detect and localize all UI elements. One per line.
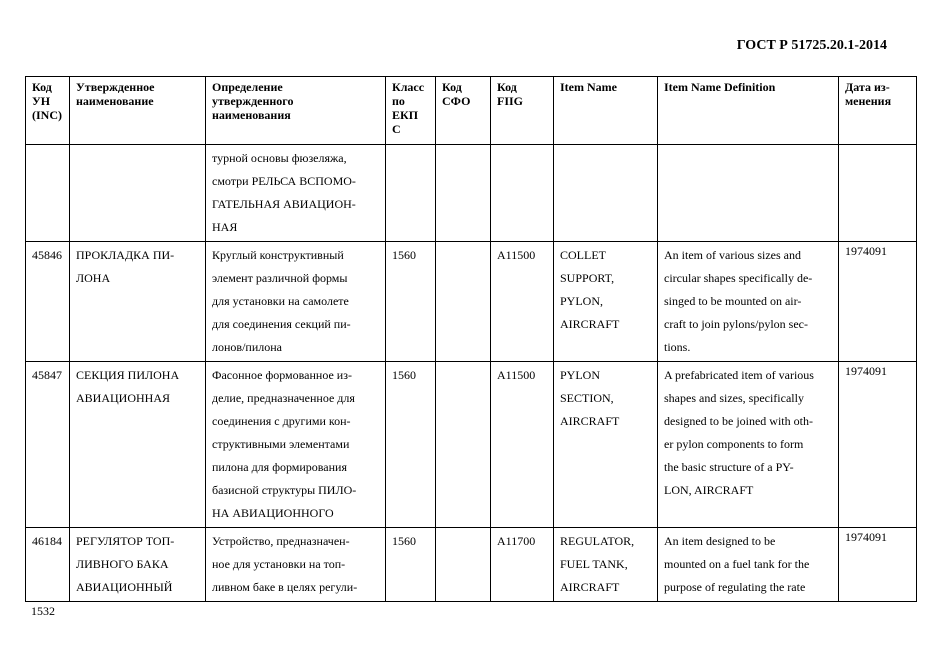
cell-line: PYLON, — [560, 294, 604, 308]
header-line: FIIG — [497, 94, 524, 108]
cell-line: НА АВИАЦИОННОГО — [212, 506, 334, 520]
header-line: С — [392, 122, 401, 136]
header-line: наименование — [76, 94, 154, 108]
col-name-cell — [70, 528, 206, 602]
col-definition-cell — [206, 362, 386, 528]
cell-line: SECTION, — [560, 391, 614, 405]
cell-line: делие, предназначенное для — [212, 391, 355, 405]
col-item-name-cell — [554, 362, 658, 528]
cell-line: FUEL TANK, — [560, 557, 628, 571]
cell-line: PYLON — [560, 368, 601, 382]
col-item-name-cell — [554, 528, 658, 602]
cell-line: для соединения секций пи- — [212, 317, 351, 331]
cell-line: Круглый конструктивный — [212, 248, 344, 262]
col-item-name-cell — [554, 145, 658, 242]
col-sfo-cell — [436, 145, 491, 242]
cell-line: designed to be joined with oth- — [664, 414, 813, 428]
col-name-header — [70, 77, 206, 145]
header-line: по — [392, 94, 405, 108]
header-line: Дата из- — [845, 80, 890, 94]
header-line: менения — [845, 94, 892, 108]
col-fiig-header — [491, 77, 554, 145]
table-row — [26, 242, 917, 362]
cell-line: структивными элементами — [212, 437, 350, 451]
cell-line: ПРОКЛАДКА ПИ- — [76, 248, 175, 262]
col-date-cell: 1974091 — [839, 362, 917, 528]
cell-line: турной основы фюзеляжа, — [212, 151, 347, 165]
header-line: Item Name Definition — [664, 80, 776, 94]
col-date-cell: 1974091 — [839, 242, 917, 362]
cell-line: для установки на самолете — [212, 294, 349, 308]
col-item-def-cell — [658, 145, 839, 242]
col-fiig-cell — [491, 145, 554, 242]
cell-line: tions. — [664, 340, 691, 354]
cell-line: shapes and sizes, specifically — [664, 391, 804, 405]
header-line: СФО — [442, 94, 471, 108]
header-line: Код — [442, 80, 462, 94]
cell-line: соединения с другими кон- — [212, 414, 351, 428]
col-name-cell — [70, 242, 206, 362]
col-item-def-cell — [658, 242, 839, 362]
col-inc-header — [26, 77, 70, 145]
col-fiig-cell: A11500 — [491, 362, 554, 528]
cell-line: ливном баке в целях регули- — [212, 580, 358, 594]
col-definition-cell — [206, 242, 386, 362]
cell-line: the basic structure of a PY- — [664, 460, 794, 474]
col-item-def-cell — [658, 528, 839, 602]
col-sfo-cell — [436, 242, 491, 362]
cell-line: REGULATOR, — [560, 534, 635, 548]
col-definition-cell — [206, 145, 386, 242]
cell-line: Устройство, предназначен- — [212, 534, 350, 548]
table-body — [26, 145, 917, 602]
col-item-def-cell — [658, 362, 839, 528]
cell-line: singed to be mounted on air- — [664, 294, 802, 308]
page-number: 1532 — [31, 604, 55, 618]
doc-code: ГОСТ Р 51725.20.1-2014 — [736, 38, 887, 53]
col-inc-cell: 45846 — [26, 242, 70, 362]
cell-line: ЛОНА — [76, 271, 111, 285]
cell-line: purpose of regulating the rate — [664, 580, 806, 594]
col-sfo-cell — [436, 528, 491, 602]
col-item-name-cell — [554, 242, 658, 362]
cell-line: LON, AIRCRAFT — [664, 483, 754, 497]
cell-line: РЕГУЛЯТОР ТОП- — [76, 534, 175, 548]
col-class-cell: 1560 — [386, 242, 436, 362]
header-line: Определение — [212, 80, 283, 94]
col-date-header — [839, 77, 917, 145]
header-line: Item Name — [560, 80, 617, 94]
cell-line: An item of various sizes and — [664, 248, 801, 262]
cell-line: ЛИВНОГО БАКА — [76, 557, 169, 571]
col-inc-cell: 45847 — [26, 362, 70, 528]
header-line: Код — [497, 80, 517, 94]
col-class-cell: 1560 — [386, 528, 436, 602]
cell-line: circular shapes specifically de- — [664, 271, 813, 285]
col-fiig-cell: A11500 — [491, 242, 554, 362]
header-line: наименования — [212, 108, 291, 122]
table-row — [26, 145, 917, 242]
header-line: Утвержденное — [76, 80, 155, 94]
col-date-cell: 1974091 — [839, 528, 917, 602]
cell-line: SUPPORT, — [560, 271, 615, 285]
cell-line: ГАТЕЛЬНАЯ АВИАЦИОН- — [212, 197, 356, 211]
cell-line: COLLET — [560, 248, 606, 262]
col-date-cell — [839, 145, 917, 242]
cell-line: АВИАЦИОННЫЙ — [76, 580, 173, 594]
col-definition-cell — [206, 528, 386, 602]
cell-line: AIRCRAFT — [560, 580, 620, 594]
col-sfo-header — [436, 77, 491, 145]
cell-line: Фасонное формованное из- — [212, 368, 352, 382]
col-item-name-header — [554, 77, 658, 145]
cell-line: A prefabricated item of various — [664, 368, 814, 382]
header-line: (INC) — [32, 108, 62, 122]
col-fiig-cell: A11700 — [491, 528, 554, 602]
table-header-row — [26, 77, 917, 145]
cell-line: An item designed to be — [664, 534, 776, 548]
cell-line: АВИАЦИОННАЯ — [76, 391, 171, 405]
header-line: Код — [32, 80, 52, 94]
col-item-def-header — [658, 77, 839, 145]
cell-line: лонов/пилона — [212, 340, 282, 354]
cell-line: базисной структуры ПИЛО- — [212, 483, 357, 497]
cell-line: AIRCRAFT — [560, 317, 620, 331]
col-inc-cell — [26, 145, 70, 242]
cell-line: AIRCRAFT — [560, 414, 620, 428]
cell-line: НАЯ — [212, 220, 238, 234]
header-line: УН — [32, 94, 51, 108]
col-class-cell — [386, 145, 436, 242]
table-row — [26, 528, 917, 602]
cell-line: СЕКЦИЯ ПИЛОНА — [76, 368, 180, 382]
col-inc-cell: 46184 — [26, 528, 70, 602]
cell-line: ное для установки на топ- — [212, 557, 346, 571]
cell-line: mounted on a fuel tank for the — [664, 557, 810, 571]
cell-line: er pylon components to form — [664, 437, 804, 451]
col-name-cell — [70, 145, 206, 242]
cell-line: пилона для формирования — [212, 460, 347, 474]
register-table — [25, 76, 917, 602]
col-definition-header — [206, 77, 386, 145]
header-line: утвержденного — [212, 94, 294, 108]
col-class-header — [386, 77, 436, 145]
cell-line: смотри РЕЛЬСА ВСПОМО- — [212, 174, 356, 188]
cell-line: craft to join pylons/pylon sec- — [664, 317, 808, 331]
header-line: Класс — [392, 80, 425, 94]
table-row — [26, 362, 917, 528]
header-line: ЕКП — [392, 108, 419, 122]
col-class-cell: 1560 — [386, 362, 436, 528]
col-name-cell — [70, 362, 206, 528]
col-sfo-cell — [436, 362, 491, 528]
cell-line: элемент различной формы — [212, 271, 348, 285]
